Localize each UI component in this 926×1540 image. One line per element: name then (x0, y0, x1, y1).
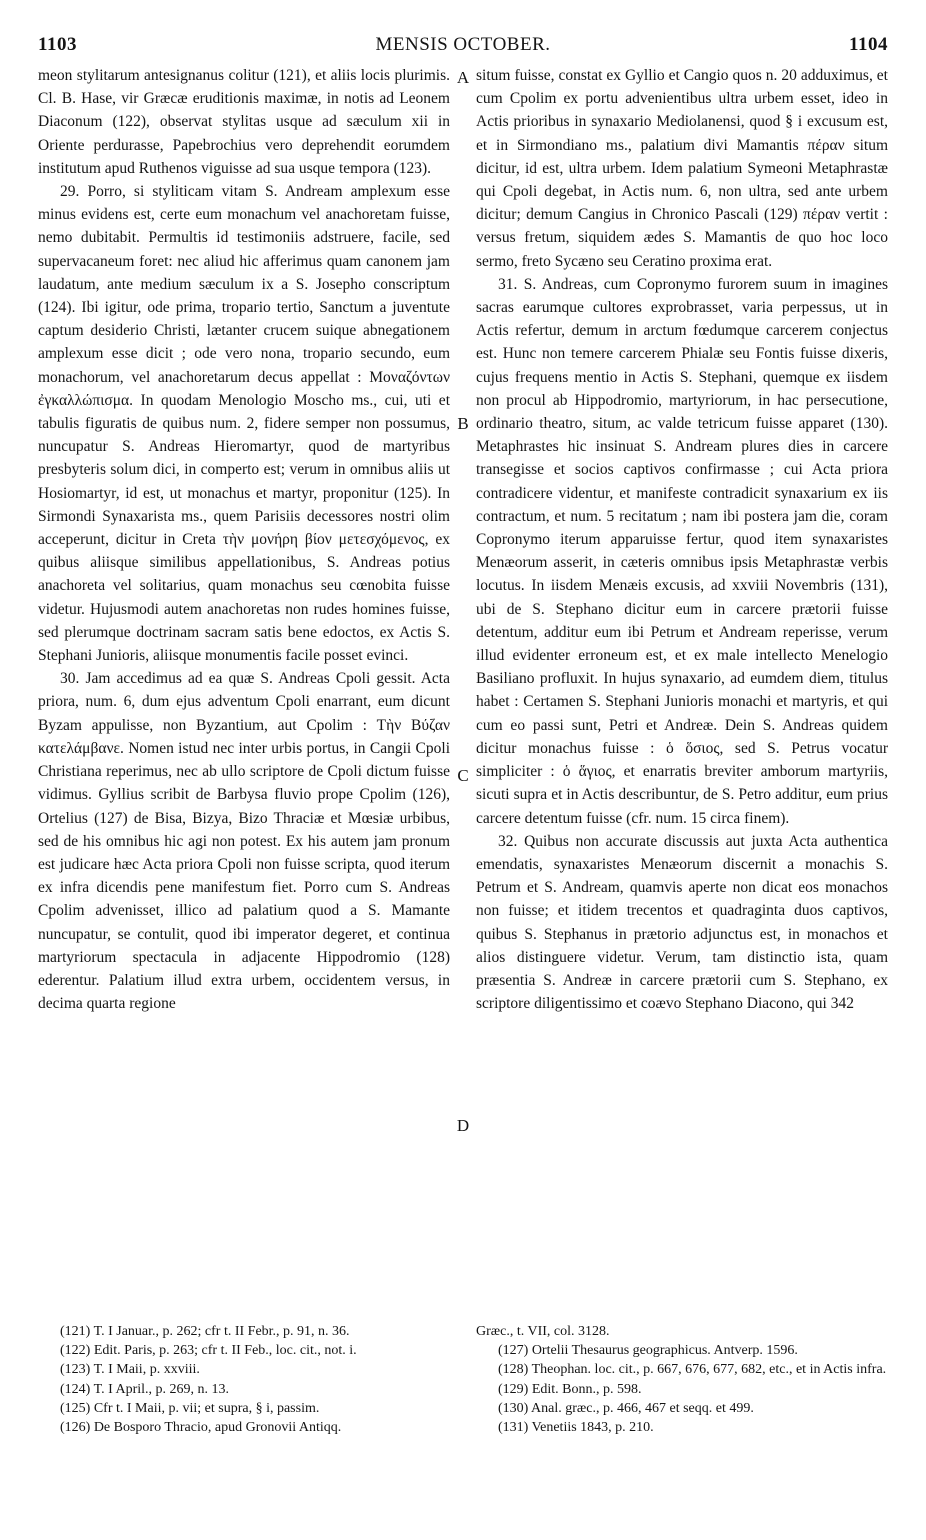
footnote: (121) T. I Januar., p. 262; cfr t. II Febr., p. 91, n. 36. (60, 1324, 350, 1339)
running-title: MENSIS OCTOBER. (375, 34, 551, 55)
footnote: (124) T. I April., p. 269, n. 13. (60, 1381, 230, 1397)
margin-letter-d: D (456, 1116, 470, 1135)
paragraph: 31. S. Andreas, cum Copronymo furorem suum in imagines sacras earumque cultores exprobrasset, varia perpessus, ut in Actis refertur, demum in arctum fœdumque carcerem conjectus est. Hunc non temere carcerem Phialæ seu Fontis fuisse dixeris, cujus frequens mentio in Actis S. Stephani, quemque ex iisdem non procul ab Hippodromio, martyriorum, in hac persecutione, ordinario theatro, situm, ac valde tetricum fuisse apparet (130). Metaphrastes hic insinuat S. Andream plures dies in carcere transegisse et socios captivos confirmasse ; cui Acta priora contradicere videntur, et manifeste contradicit synaxarium ex iis contractum, et num. 5 recitatum ; nam ibi postera jam die, coram Copronymo iterum apparuisse fertur, quod item synaxaristes Menæorum asserit, in cæteris omnibus ipsis Metaphrastæ verbis locutus. In iisdem Menæis excusis, ad xxviii Novembris (131), ubi de S. Stephano dicitur eum in carcere prætorii fuisse detentum, additur eum ibi Petrum et Andream reperisse, verum illud evidenter erroneum est, et ex male intellecto Menelogio Basiliano profluxit. In hujus synaxario, ad eumdem diem, titulus habet : Certamen S. Stephani Junioris monachi et martyris, et qui cum eo passi sunt, Petri et Andreæ. Dein S. Andreas quidem dicitur monachus fuisse : ὁ ὅσιος, sed S. Petrus vocatur simpliciter : ὁ ἅγιος, et enarratis breviter amborum martyriis, sicuti supra et in Actis describuntur, de S. Petro additur, eum prius carcere detentum fuisse (cfr. num. 15 circa finem). (476, 275, 888, 827)
footnote: (127) Ortelii Thesaurus geographicus. Antverp. 1596. (498, 1343, 798, 1359)
page-number-left: 1103 (38, 34, 77, 55)
paragraph: situm fuisse, constat ex Gyllio et Cangio quos n. 20 adduximus, et cum Cpolim ex portu advenientibus ultra urbem esset, ideo in Actis prioribus in synaxario Mediolanensi, quod § i excusum est, et in Sirmondiano ms., palatium divi Mamantis πέραν situm dicitur, id est, ultra urbem. Idem palatium Symeoni Metaphrastæ qui Cpoli degebat, in Actis num. 6, non ultra, sed ante urbem dicitur; demum Cangius in Chronico Pascali (129) πέραν vertit : versus fretum, siquidem ædes S. Mamantis de quo hoc loco sermo, freto Sycæno seu Ceratino proxima erat. (476, 67, 888, 270)
footnotes-right (476, 1322, 888, 1437)
margin-letter-b: B (457, 414, 469, 433)
footnote: (128) Theophan. loc. cit., p. 667, 676, 677, 682, etc., et in Actis infra. (498, 1362, 887, 1378)
page-header (38, 34, 888, 58)
footnote: (126) De Bosporo Thracio, apud Gronovii Antiqq. (60, 1420, 342, 1436)
footnote: (122) Edit. Paris, p. 263; cfr t. II Feb., loc. cit., not. i. (60, 1343, 357, 1359)
footnotes-left (38, 1322, 450, 1437)
margin-letter-c: C (457, 766, 469, 785)
footnote: Græc., t. VII, col. 3128. (476, 1324, 610, 1339)
paragraph: meon stylitarum antesignanus colitur (121), et aliis locis plurimis. Cl. B. Hase, vir Græcæ eruditionis maximæ, in notis ad Leonem Diaconum (122), observat stylitas usque ad sæculum xii in Oriente perdurasse, Papebrochius vero deprehendit eorumdem institutum apud Ruthenos viguisse ad sua usque tempora (123). (38, 67, 450, 177)
footnote: (125) Cfr t. I Maii, p. vii; et supra, § i, passim. (60, 1400, 320, 1416)
left-column (38, 64, 450, 1015)
footnote: (129) Edit. Bonn., p. 598. (498, 1381, 642, 1397)
paragraph: 29. Porro, si styliticam vitam S. Andream amplexum esse minus evidens est, certe eum monachum vel anachoretam fuisse, nemo dubitabit. Permultis id testimoniis adstruere, facile, sed supervacaneum foret: nec aliud hic afferimus quam canonem jam laudatum, ante medium sæculum ix a S. Josepho conscriptum (124). Ibi igitur, ode prima, tropario tertio, Sanctum a juventute captum desiderio Christi, lætanter crucem suique abnegationem amplexum esse dicit ; ode vero nona, tropario secundo, eum monachorum, vel anachoretarum decus appellat : Μοναζόντων ἐγκαλλώπισμα. In quodam Menologio Moscho ms., cui, uti et tabulis figuratis de quibus num. 2, fidere semper non possumus, nuncupatur S. Andreas Hieromartyr, quod de martyribus presbyteris solum dici, in comperto est; verum in omnibus aliis ut Hosiomartyr, id est, ut monachus et martyr, proponitur (125). In Sirmondi Synaxarista ms., quem Parisiis decessores nostri olim acceperunt, dicitur in Creta τὴν μονήρη βίον μετεσχόμενος, ex quibus aliisque similibus appellationibus, S. Andreas potius anachoreta vel solitarius, quam monachus seu cœnobita fuisse videtur. Hujusmodi autem anachoretas non rudes homines fuisse, sed plerumque doctrinam sacram satis bene edoctos, ex Actis S. Stephani Junioris, aliisque monumentis facile posset evinci. (38, 183, 450, 665)
footnote: (123) T. I Maii, p. xxviii. (60, 1362, 200, 1378)
paragraph: 32. Quibus non accurate discussis aut juxta Acta authentica emendatis, synaxaristes Menæorum discernit a monachis S. Petrum et S. Andream, quamvis aperte non dicat eos monachos non fuisse; et itidem trecentos et quadraginta duos captivos, quibus S. Stephanus in prætorio adjunctus est, in monachos et alios distinguere videtur. Verum, tam distinctio ista, quam præsentia S. Andreæ in carcere prætorii cum S. Stephano, ex scriptore diligentissimo et coævo Stephano Diacono, qui 342 (476, 832, 888, 1013)
margin-letter-a: A (456, 68, 470, 87)
right-column (476, 64, 888, 1015)
footnote: (130) Anal. græc., p. 466, 467 et seqq. et 499. (498, 1400, 754, 1416)
paragraph: 30. Jam accedimus ad ea quæ S. Andreas Cpoli gessit. Acta priora, num. 6, dum ejus adventum Cpoli enarrant, eum dicunt Byzam appulisse, non Byzantium, aut Cpolim : Τὴν Βύζαν κατελάμβανε. Nomen istud nec inter urbis portus, in Cangii Cpoli Christiana reperimus, nec ab ullo scriptore de Cpoli dictum fuisse vidimus. Gyllius scribit de Barbysa fluvio prope Cpolim (126), Ortelius (127) de Bisa, Bizya, Bizo Thraciæ et Mœsiæ urbibus, sed de his omnibus hic agi non potest. Ex his autem jam pronum est judicare hæc Acta priora Cpoli non fuisse scripta, quod iterum ex infra dicendis pene manifestum fiet. Porro cum S. Andreas Cpolim advenisset, illico ad palatium quod a S. Mamante nuncupatur, se contulit, quod ibi imperator degeret, et continua martyriorum spectacula in adjacente Hippodromio (128) ederentur. Palatium illud extra urbem, occidentem versus, in decima quarta regione (38, 670, 450, 1013)
page-number-right: 1104 (849, 34, 888, 55)
footnote: (131) Venetiis 1843, p. 210. (498, 1420, 654, 1436)
